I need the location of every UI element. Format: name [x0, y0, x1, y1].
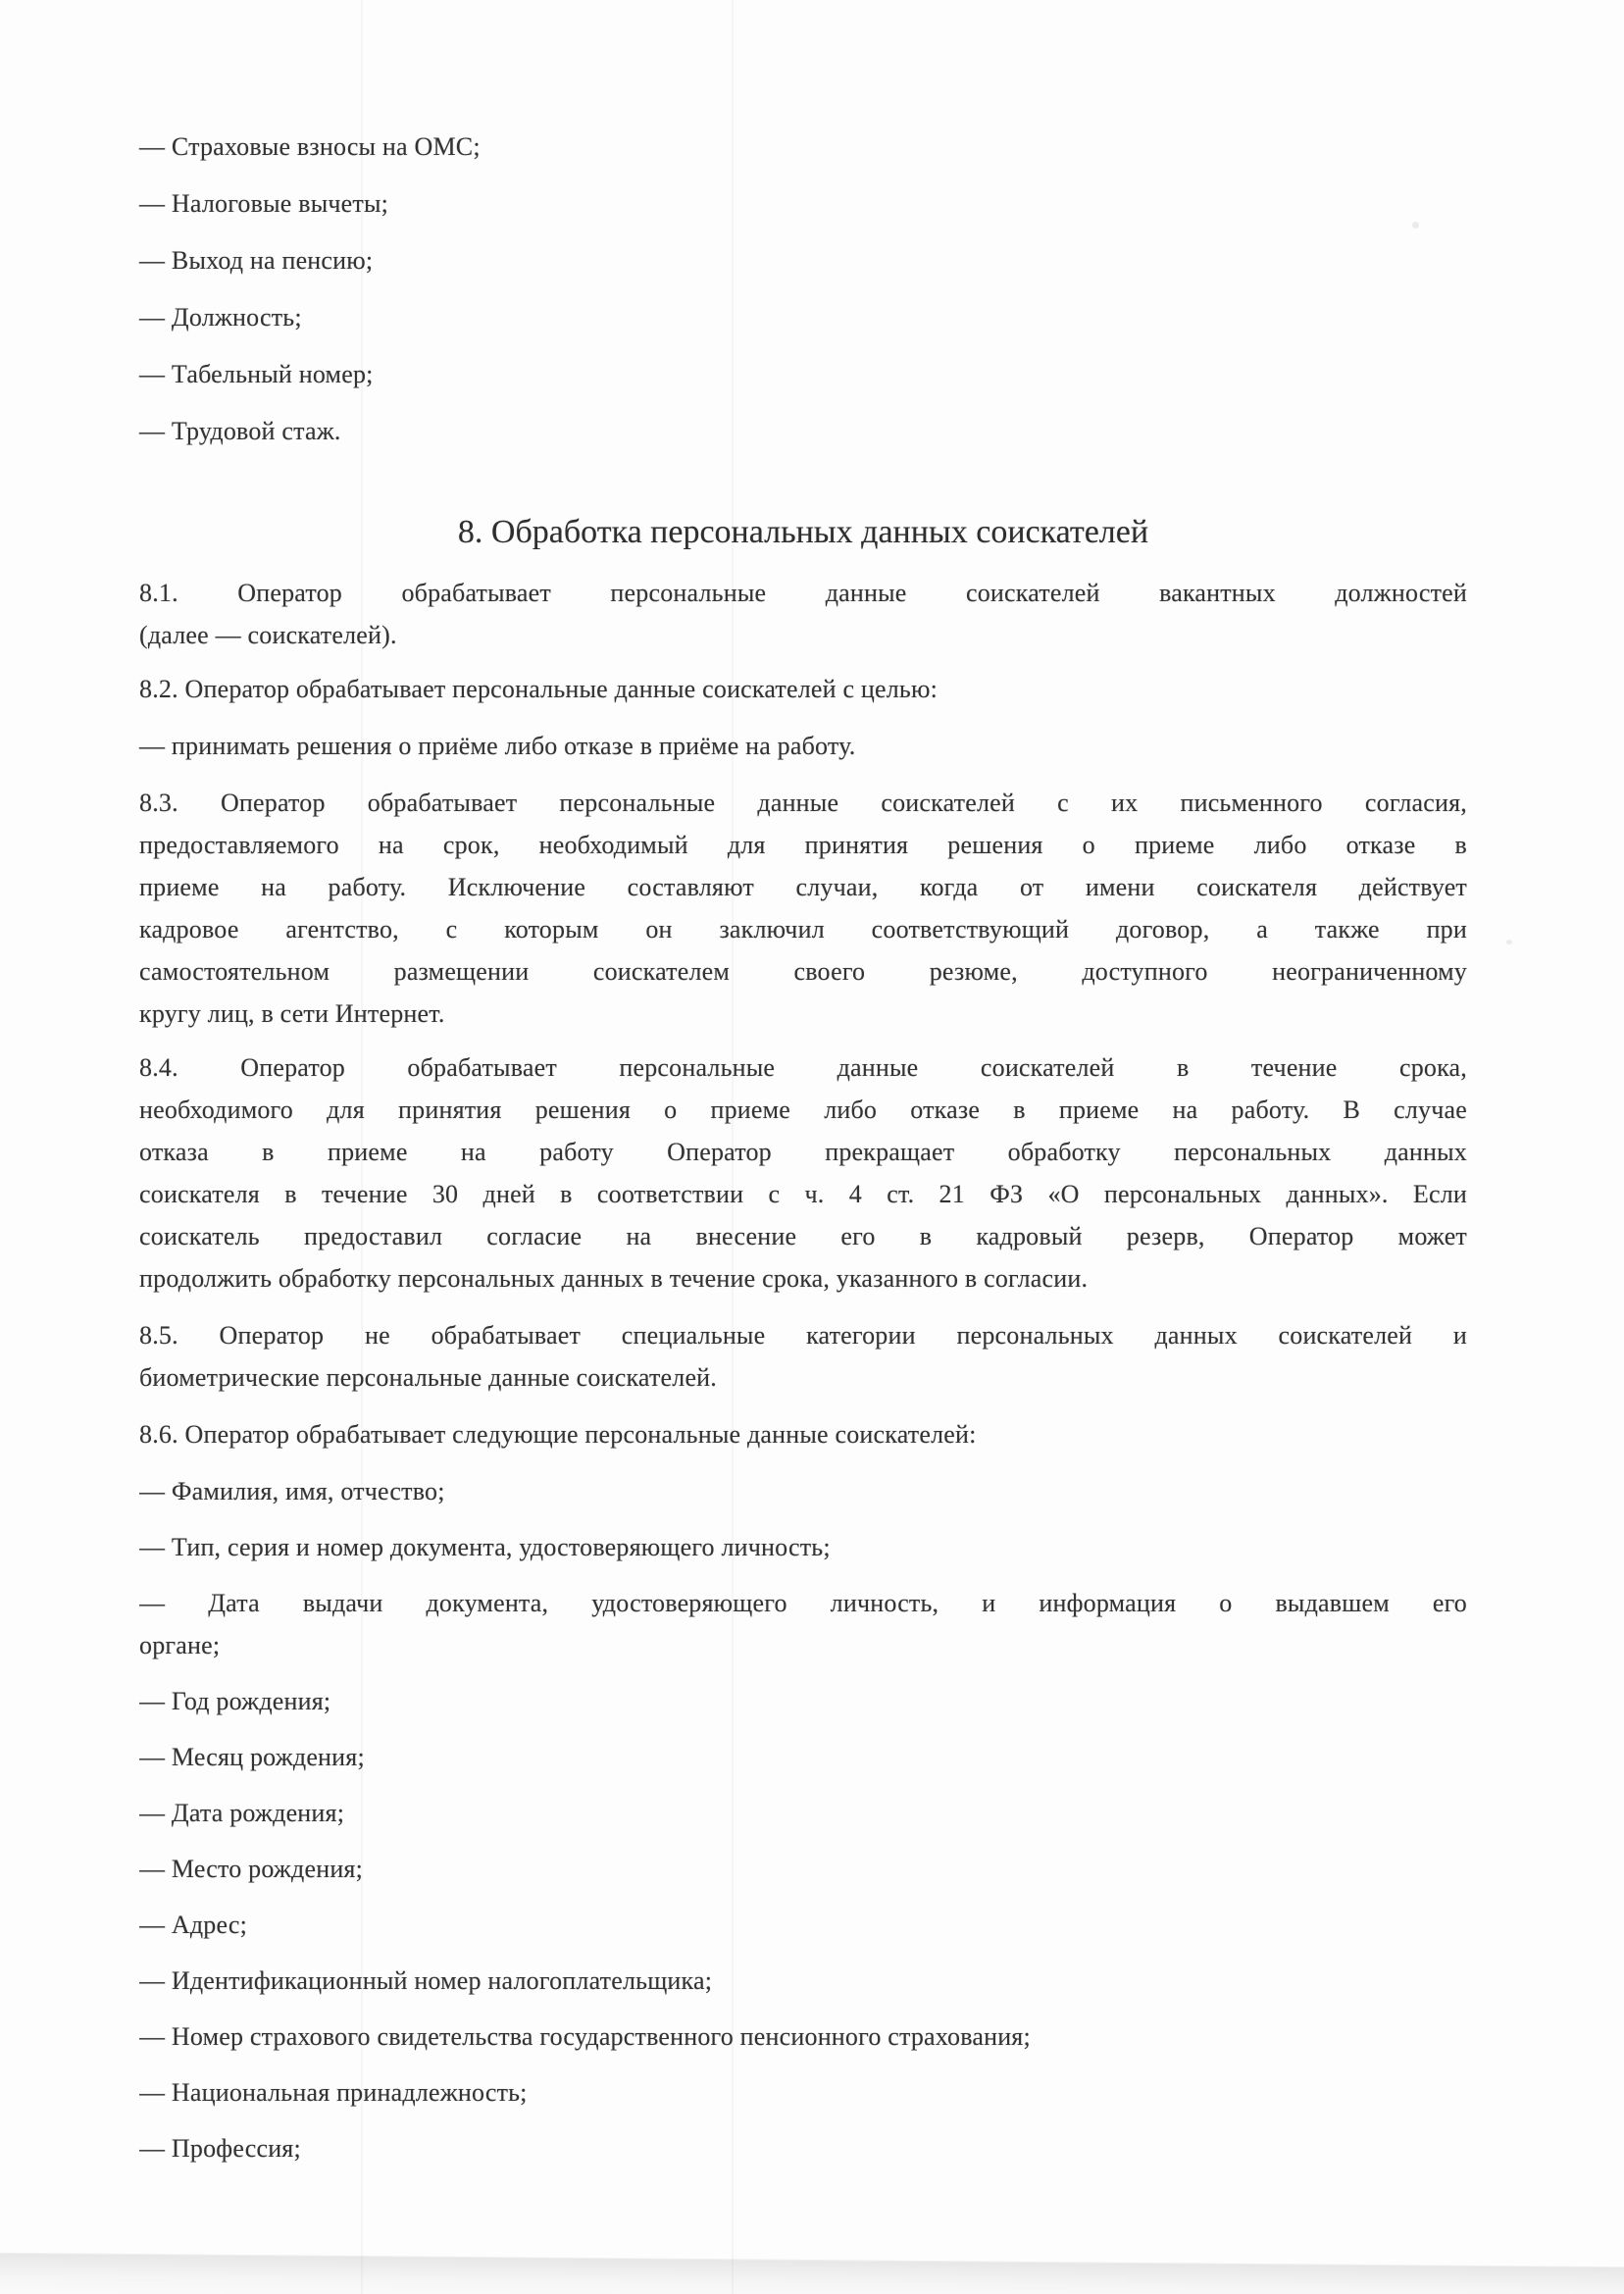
scan-speck	[1506, 940, 1512, 944]
paragraph-8-5: 8.5. Оператор не обрабатывает специальные категории персональных данных соискателей и биометрические персональные данные соискателей.	[139, 1321, 1467, 1392]
data-item-id-issue-date: — Дата выдачи документа, удостоверяющего личность, и информация о выдавшем его органе;	[139, 1589, 1467, 1659]
data-item-birth-place: — Место рождения;	[139, 1855, 364, 1883]
list-item-tax-deductions: — Налоговые вычеты;	[139, 189, 389, 218]
section-8-heading: 8. Обработка персональных данных соискателей	[457, 514, 1149, 550]
data-item-full-name: — Фамилия, имя, отчество;	[139, 1477, 445, 1505]
bullet-8-2-hiring-decision: — принимать решения о приёме либо отказе в приёме на работу.	[139, 732, 856, 760]
list-item-work-experience: — Трудовой стаж.	[139, 417, 341, 445]
paragraph-8-3: 8.3. Оператор обрабатывает персональные данные соискателей с их письменного согласия, предоставляемого на срок, необходимый для принятия решения о приеме либо отказе в приеме на работу. Исключение составляют случаи, когда от имени соискателя действует кадровое агентство, с которым он заключил соответствующий договор, а также при самостоятельном размещении соискателем своего резюме, доступного неограниченному кругу лиц, в сети Интернет.	[139, 789, 1467, 1028]
list-item-insurance-oms: — Страховые взносы на ОМС;	[139, 132, 481, 161]
paragraph-8-4: 8.4. Оператор обрабатывает персональные данные соискателей в течение срока, необходимого для принятия решения о приеме либо отказе в приеме на работу. В случае отказа в приеме на работу Оператор прекращает обработку персональных данных соискателя в течение 30 дней в соответствии с ч. 4 ст. 21 ФЗ «О персональных данных». Если соискатель предоставил согласие на внесение его в кадровый резерв, Оператор может продолжить обработку персональных данных в течение срока, указанного в согласии.	[139, 1053, 1467, 1293]
data-item-address: — Адрес;	[139, 1911, 248, 1939]
data-item-id-document: — Тип, серия и номер документа, удостоверяющего личность;	[139, 1533, 831, 1561]
data-item-tax-id: — Идентификационный номер налогоплательщика;	[139, 1966, 713, 1995]
document-content	[139, 126, 1467, 2183]
data-item-birth-date: — Дата рождения;	[139, 1799, 345, 1827]
data-item-birth-year: — Год рождения;	[139, 1687, 331, 1715]
list-item-personnel-number: — Табельный номер;	[139, 360, 374, 388]
paragraph-8-6: 8.6. Оператор обрабатывает следующие персональные данные соискателей:	[139, 1420, 977, 1449]
scan-page-edge-shadow	[0, 2253, 1624, 2294]
data-item-birth-month: — Месяц рождения;	[139, 1743, 365, 1771]
paragraph-8-2: 8.2. Оператор обрабатывает персональные данные соискателей с целью:	[139, 675, 939, 703]
list-item-retirement: — Выход на пенсию;	[139, 246, 374, 275]
data-item-pension-insurance-number: — Номер страхового свидетельства государственного пенсионного страхования;	[139, 2022, 1031, 2051]
data-item-profession: — Профессия;	[139, 2134, 301, 2163]
data-item-nationality: — Национальная принадлежность;	[139, 2078, 528, 2107]
list-item-position: — Должность;	[139, 303, 302, 331]
paragraph-8-1: 8.1. Оператор обрабатывает персональные данные соискателей вакантных должностей (далее — соискателей).	[139, 579, 1467, 649]
